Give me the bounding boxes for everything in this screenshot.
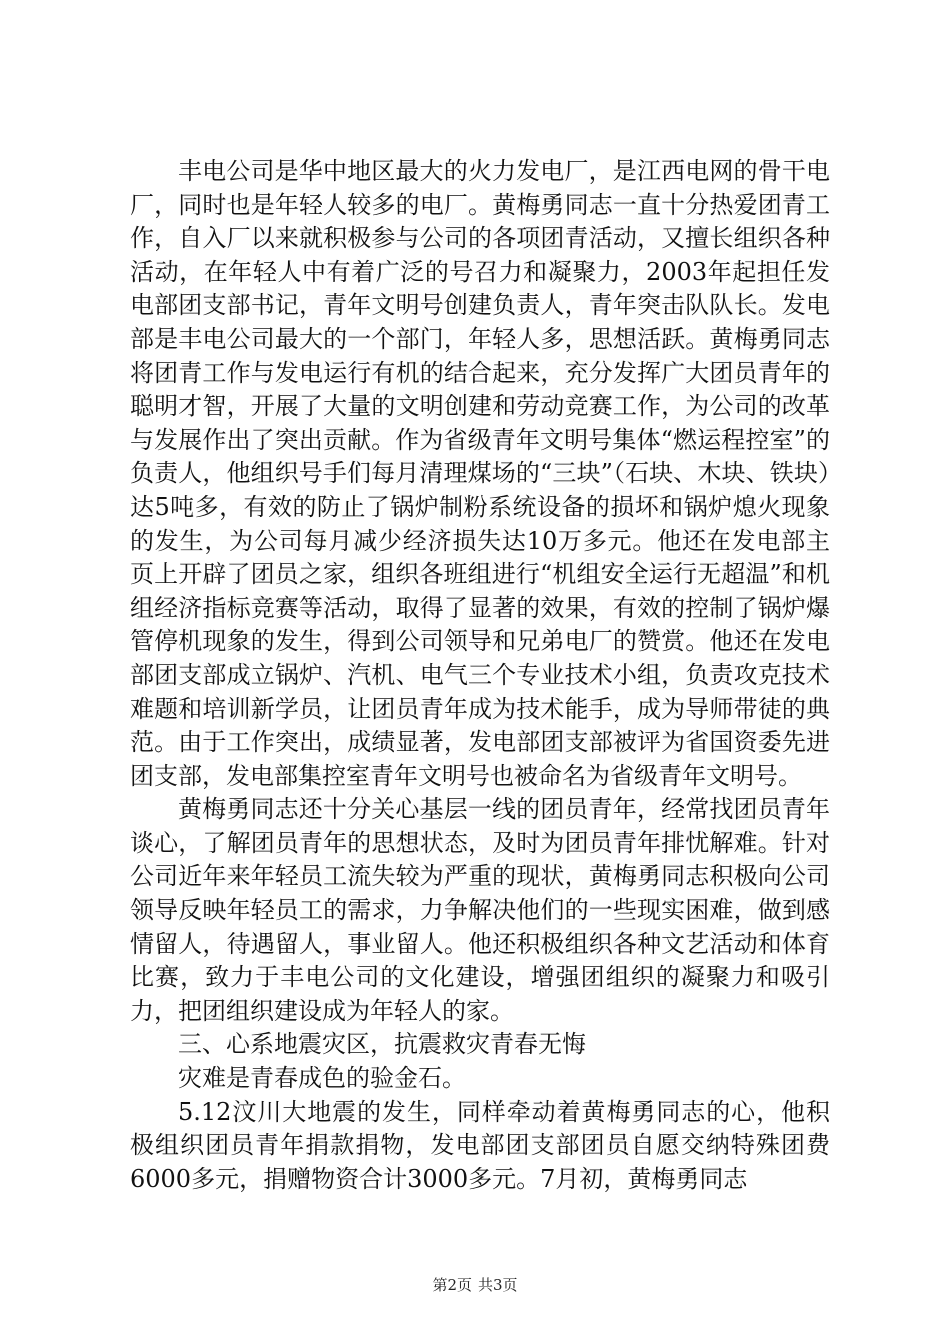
paragraph-3: 灾难是青春成色的验金石。	[178, 1064, 466, 1093]
page-total: 共3页	[478, 1276, 518, 1294]
paragraph-2: 黄梅勇同志还十分关心基层一线的团员青年，经常找团员青年谈心，了解团员青年的思想状态，及时为团员青年排忧解难。针对公司近年来年轻员工流失较为严重的现状，黄梅勇同志积极向公司领导反映年轻员工的需求，力争解决他们的一些现实困难，做到感情留人，待遇留人，事业留人。他还积极组织各种文艺活动和体育比赛，致力于丰电公司的文化建设，增强团组织的凝聚力和吸引力，把团组织建设成为年轻人的家。	[130, 795, 830, 1025]
paragraph-1: 丰电公司是华中地区最大的火力发电厂，是江西电网的骨干电厂，同时也是年轻人较多的电厂。黄梅勇同志一直十分热爱团青工作，自入厂以来就积极参与公司的各项团青活动，又擅长组织各种活动，在年轻人中有着广泛的号召力和凝聚力，2003年起担任发电部团支部书记，青年文明号创建负责人，青年突击队队长。发电部是丰电公司最大的一个部门，年轻人多，思想活跃。黄梅勇同志将团青工作与发电运行有机的结合起来，充分发挥广大团员青年的聪明才智，开展了大量的文明创建和劳动竞赛工作，为公司的改革与发展作出了突出贡献。作为省级青年文明号集体“燃运程控室”的负责人，他组织号手们每月清理煤场的“三块”（石块、木块、铁块）达5吨多，有效的防止了锅炉制粉系统设备的损坏和锅炉熄火现象的发生，为公司每月减少经济损失达10万多元。他还在发电部主页上开辟了团员之家，组织各班组进行“机组安全运行无超温”和机组经济指标竞赛等活动，取得了显著的效果，有效的控制了锅炉爆管停机现象的发生，得到公司领导和兄弟电厂的赞赏。他还在发电部团支部成立锅炉、汽机、电气三个专业技术小组，负责攻克技术难题和培训新学员，让团员青年成为技术能手，成为导师带徒的典范。由于工作突出，成绩显著，发电部团支部被评为省国资委先进团支部，发电部集控室青年文明号也被命名为省级青年文明号。	[130, 157, 830, 790]
page-number: 第2页	[432, 1276, 472, 1294]
page-footer	[0, 1275, 950, 1295]
section-heading: 三、心系地震灾区，抗震救灾青春无悔	[178, 1030, 586, 1059]
paragraph-4: 5.12汶川大地震的发生，同样牵动着黄梅勇同志的心，他积极组织团员青年捐款捐物，发电部团支部团员自愿交纳特殊团费6000多元，捐赠物资合计3000多元。7月初，黄梅勇同志	[130, 1097, 830, 1193]
document-body	[130, 155, 830, 1196]
